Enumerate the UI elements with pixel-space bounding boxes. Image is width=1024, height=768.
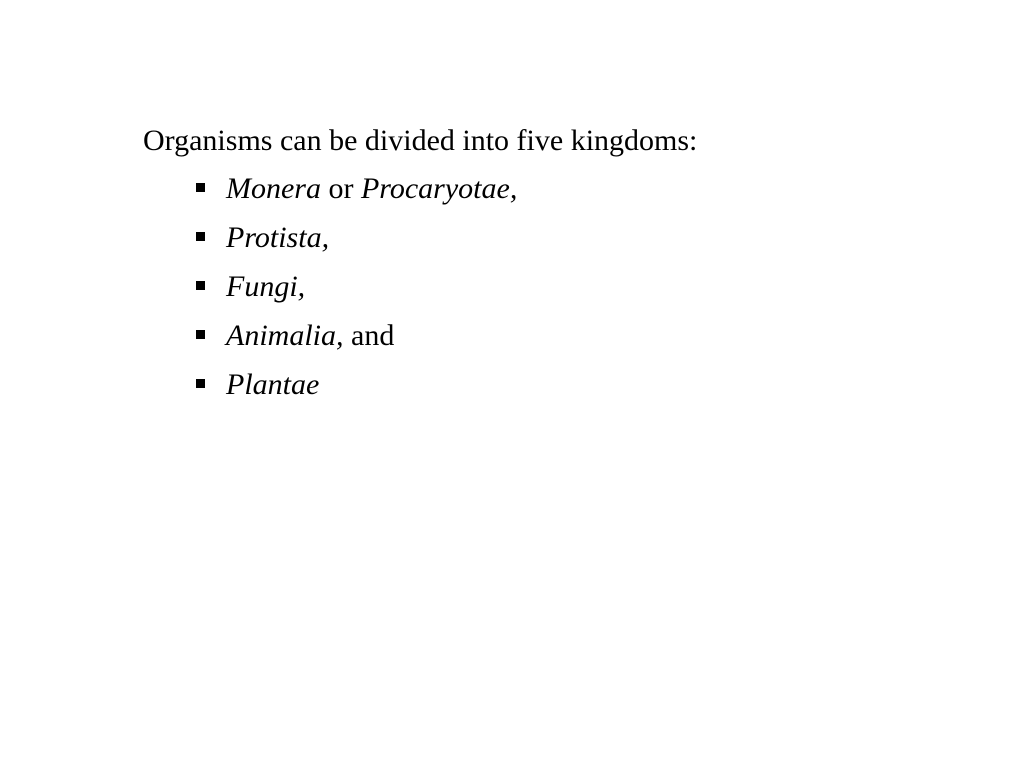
kingdom-alt-name: Procaryotae,	[360, 172, 518, 205]
square-bullet-icon	[196, 281, 205, 290]
square-bullet-icon	[196, 232, 205, 241]
kingdom-connector: or	[320, 172, 361, 205]
intro-text: Organisms can be divided into five kingdoms:	[143, 124, 698, 157]
kingdom-suffix: and	[343, 319, 395, 352]
kingdom-name: Plantae	[226, 368, 320, 401]
kingdom-name: Animalia,	[226, 319, 344, 352]
kingdom-name: Protista,	[226, 221, 330, 254]
kingdom-name: Monera	[226, 172, 321, 205]
square-bullet-icon	[196, 379, 205, 388]
square-bullet-icon	[196, 183, 205, 192]
kingdom-name: Fungi,	[226, 270, 306, 303]
square-bullet-icon	[196, 330, 205, 339]
